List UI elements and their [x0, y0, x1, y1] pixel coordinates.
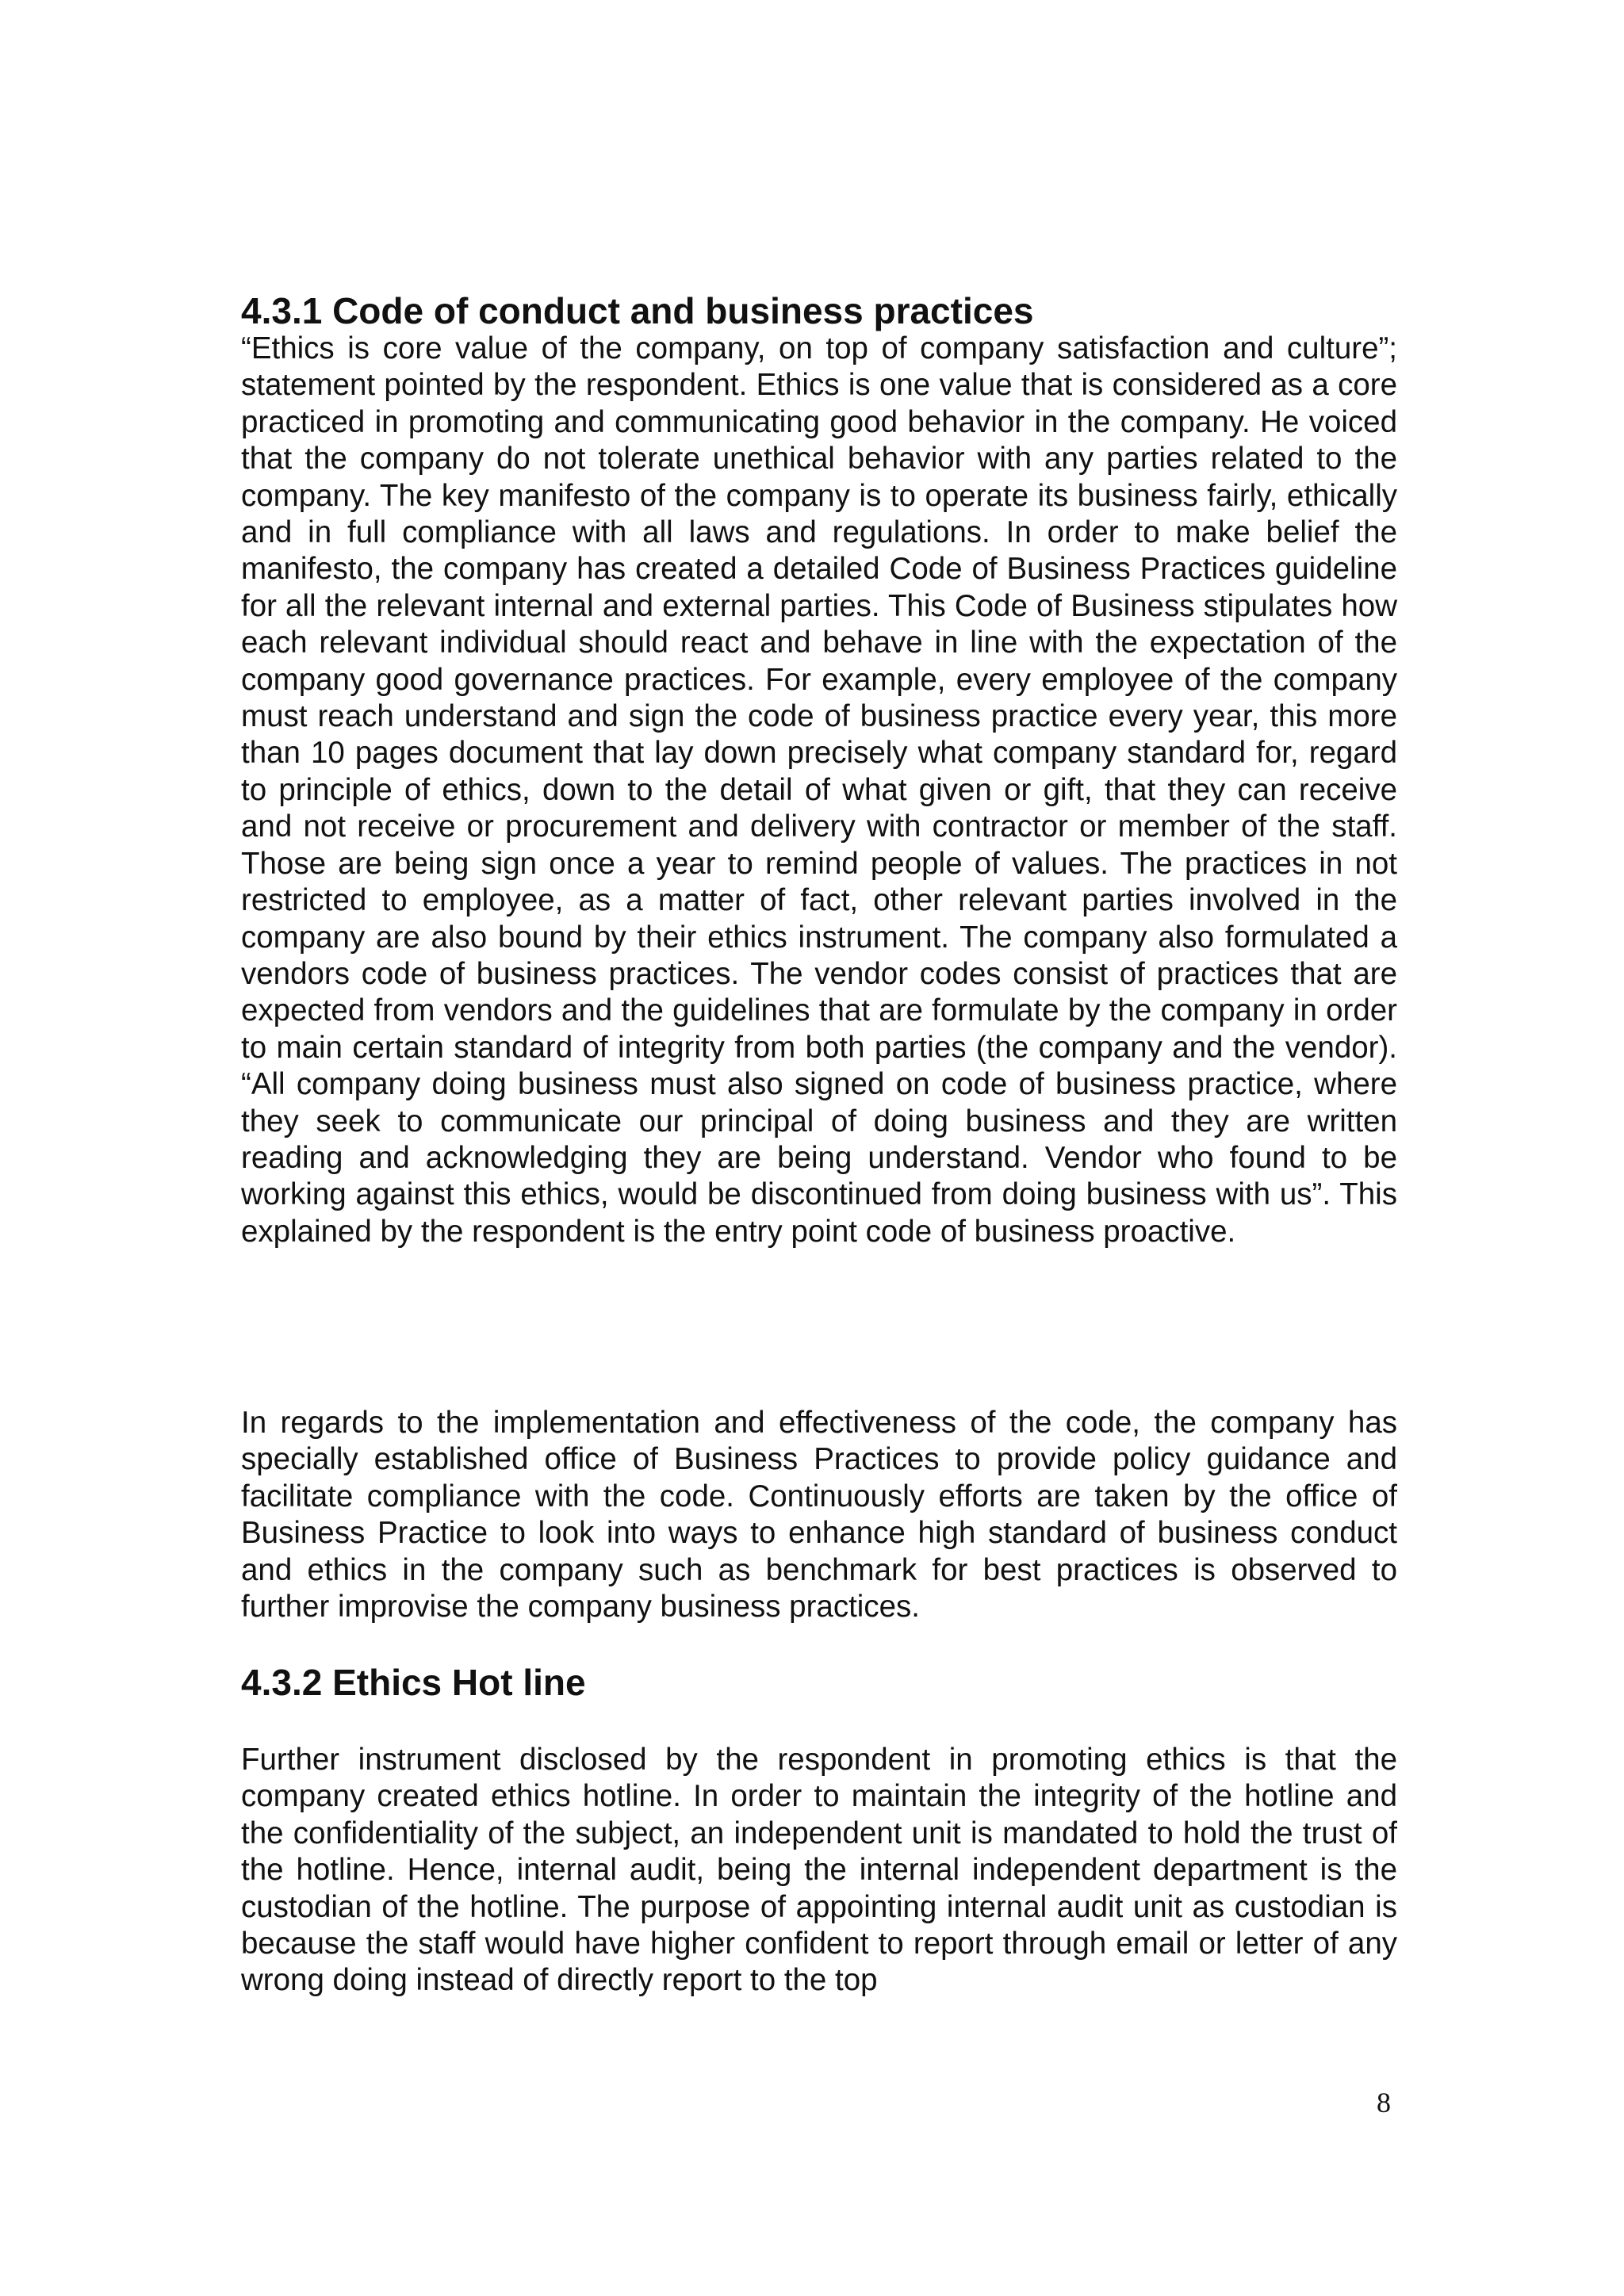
section-heading-code-of-conduct: 4.3.1 Code of conduct and business practices — [241, 290, 1034, 331]
body-paragraph: “Ethics is core value of the company, on top of company satisfaction and culture”; statement pointed by the respondent. Ethics is one value that is considered as a core practiced in promoting and communicating good behavior in the company. He voiced that the company do not tolerate unethical behavior with any parties related to the company. The key manifesto of the company is to operate its business fairly, ethically and in full compliance with all laws and regulations. In order to make belief the manifesto, the company has created a detailed Code of Business Practices guideline for all the relevant internal and external parties. This Code of Business stipulates how each relevant individual should react and behave in line with the expectation of the company good governance practices. For example, every employee of the company must reach understand and sign the code of business practice every year, this more than 10 pages document that lay down precisely what company standard for, regard to principle of ethics, down to the detail of what given or gift, that they can receive and not receive or procurement and delivery with contractor or member of the staff. Those are being sign once a year to remind people of values. The practices in not restricted to employee, as a matter of fact, other relevant parties involved in the company are also bound by their ethics instrument. The company also formulated a vendors code of business practices. The vendor codes consist of practices that are expected from vendors and the guidelines that are formulate by the company in order to main certain standard of integrity from both parties (the company and the vendor). “All company doing business must also signed on code of business practice, where they seek to communicate our principal of doing business and they are written reading and acknowledging they are being understand. Vendor who found to be working against this ethics, would be discontinued from doing business with us”. This explained by the respondent is the entry point code of business proactive. — [241, 331, 1397, 1249]
body-paragraph: Further instrument disclosed by the respondent in promoting ethics is that the company created ethics hotline. In order to maintain the integrity of the hotline and the confidentiality of the subject, an independent unit is mandated to hold the trust of the hotline. Hence, internal audit, being the internal independent department is the custodian of the hotline. The purpose of appointing internal audit unit as custodian is because the staff would have higher confident to report through email or letter of any wrong doing instead of directly report to the top — [241, 1743, 1397, 1998]
page-number: 8 — [1377, 2087, 1391, 2118]
body-paragraph: In regards to the implementation and effectiveness of the code, the company has specially established office of Business Practices to provide policy guidance and facilitate compliance with the code. Continuously efforts are taken by the office of Business Practice to look into ways to enhance high standard of business conduct and ethics in the company such as benchmark for best practices is observed to further improvise the company business practices. — [241, 1406, 1397, 1624]
section-heading-ethics-hotline: 4.3.2 Ethics Hot line — [241, 1662, 586, 1703]
